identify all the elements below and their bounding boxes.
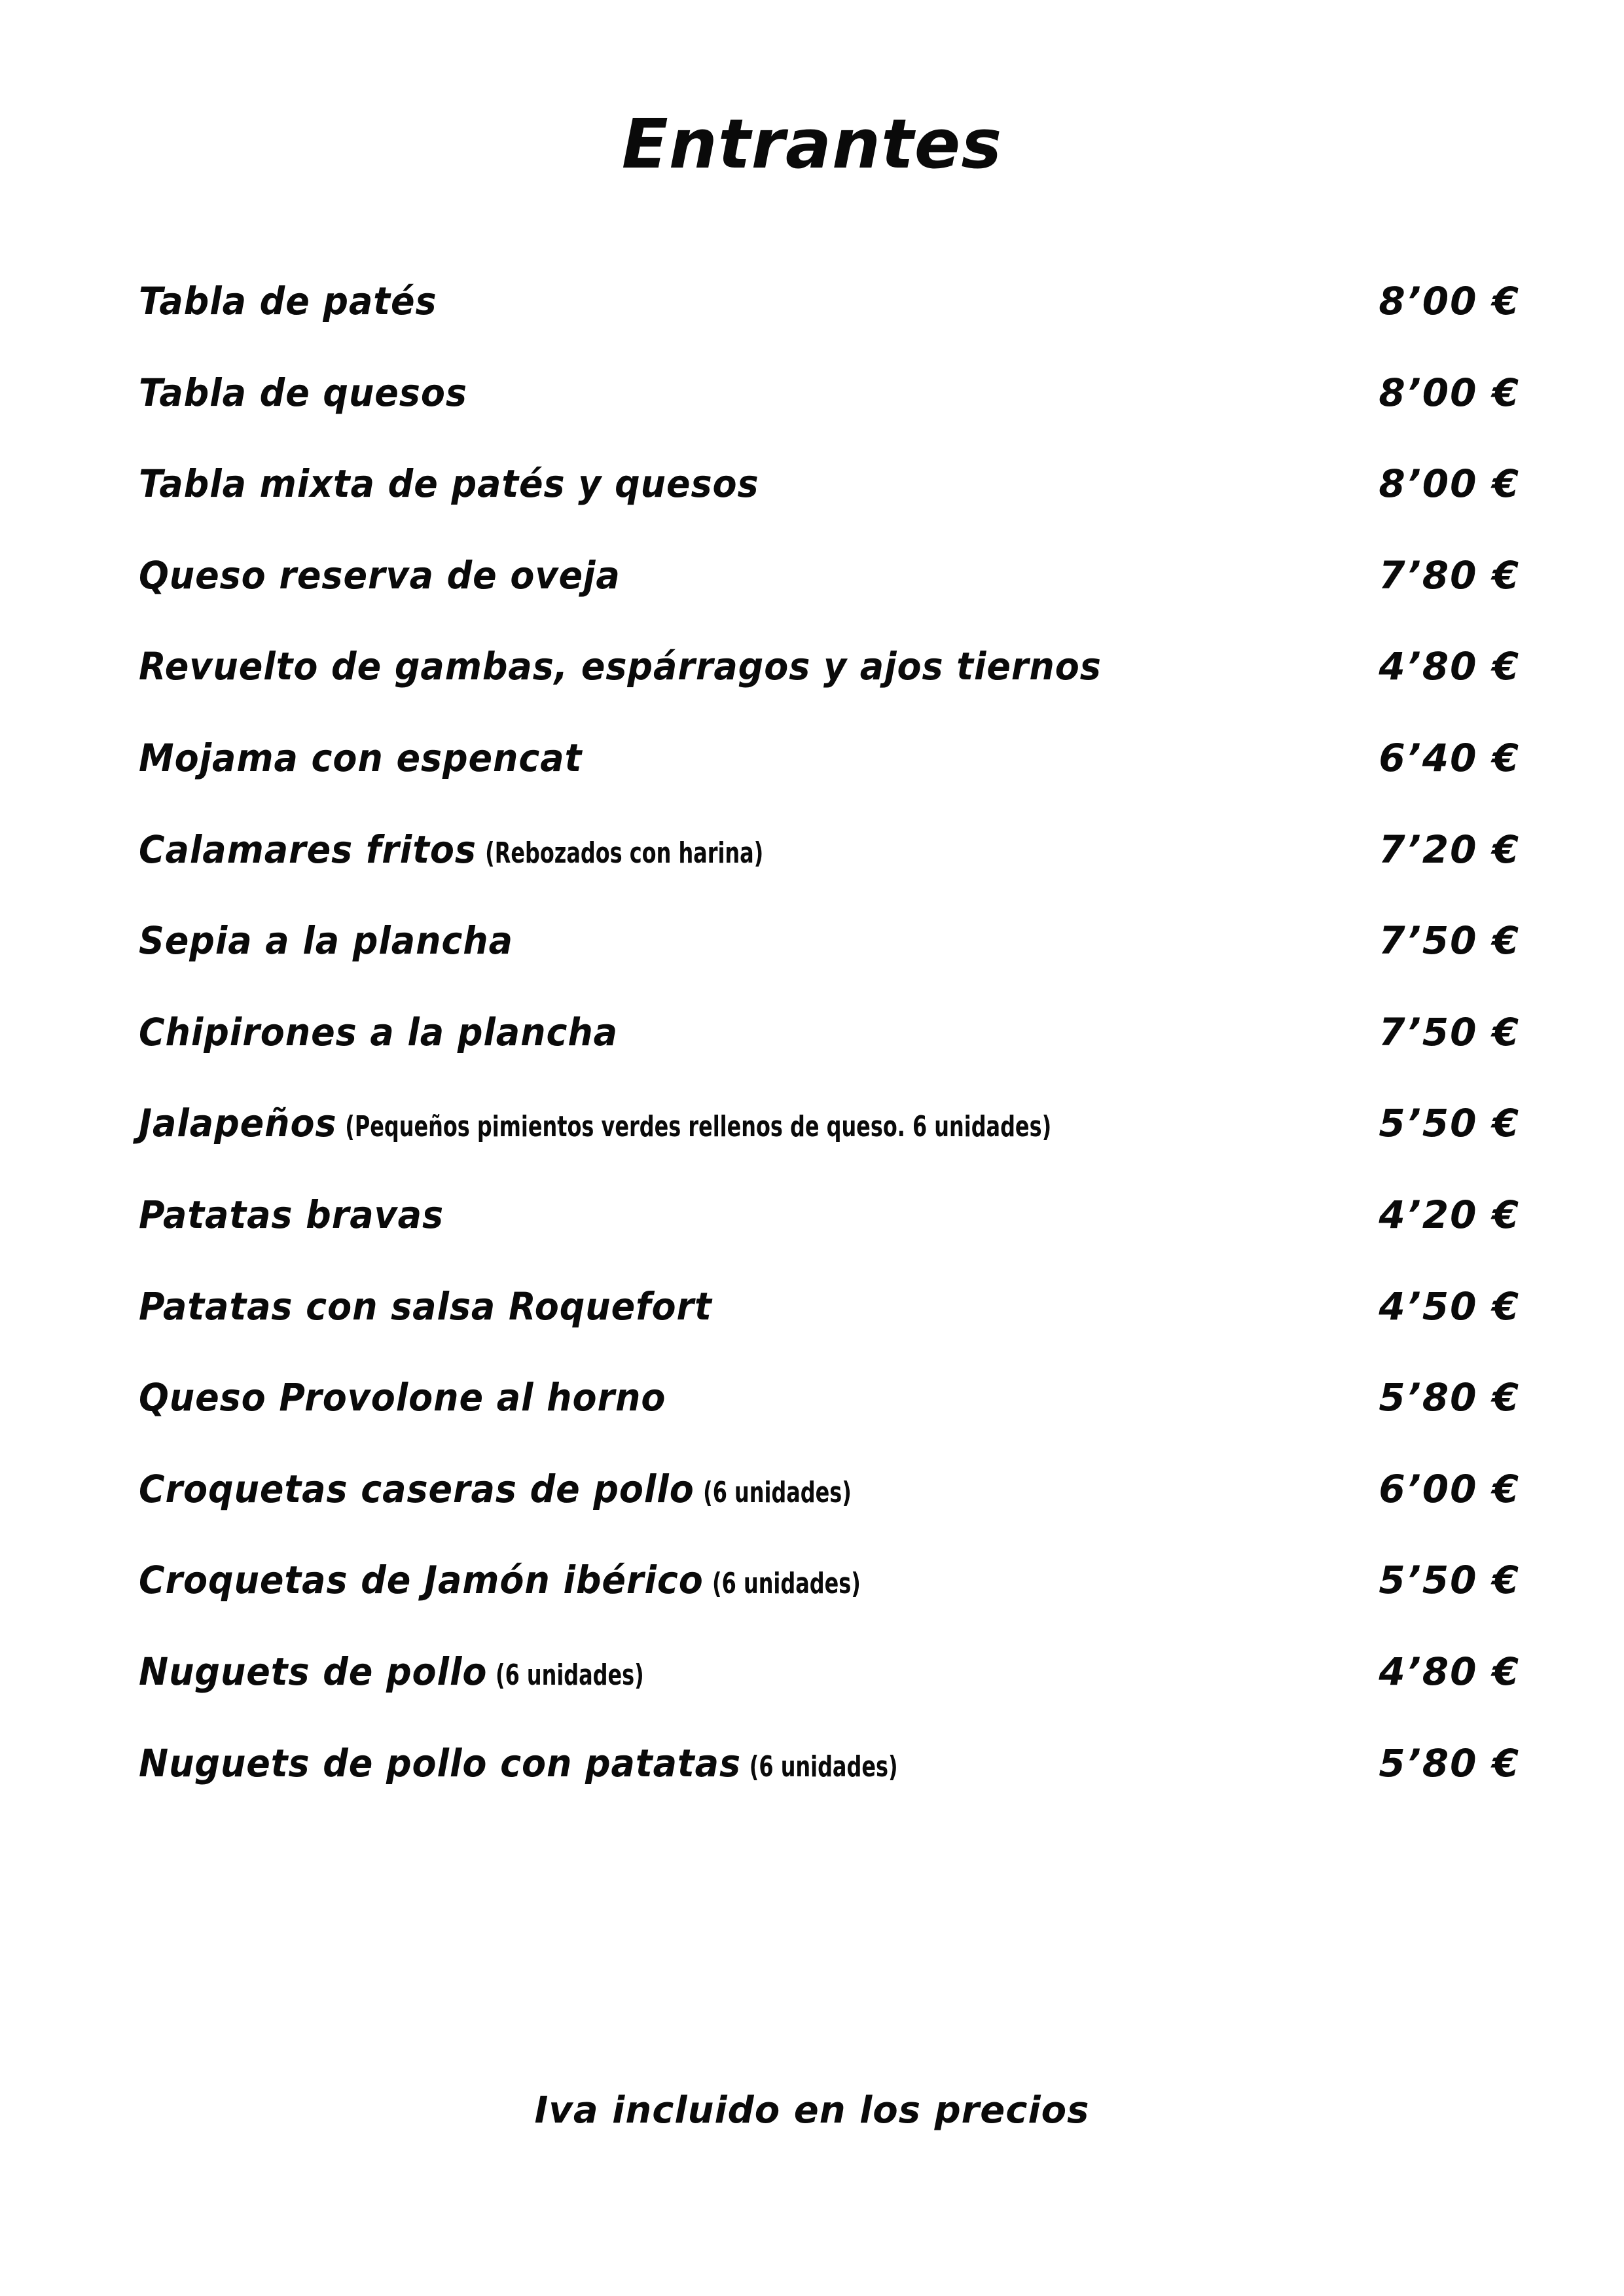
item-name-text: Nuguets de pollo (139, 1649, 488, 1694)
menu-item-price: 7’80 € (1379, 552, 1520, 598)
menu-item-name (139, 357, 467, 429)
menu-item (139, 722, 1520, 814)
item-name-text: Jalapeños (139, 1101, 337, 1146)
menu-item (139, 1636, 1520, 1727)
menu-item-note: (6 unidades) (712, 1567, 861, 1601)
menu-item-name (139, 1087, 1251, 1163)
menu-item-price: 7’50 € (1379, 1009, 1520, 1054)
menu-item-name (139, 1453, 893, 1529)
page-title: Entrantes (621, 104, 1003, 184)
menu-item-name (139, 539, 621, 611)
menu-item-price: 8’00 € (1379, 370, 1520, 415)
menu-list (139, 265, 1520, 1818)
menu-item (139, 1544, 1520, 1636)
item-name-text: Mojama con espencat (139, 735, 583, 780)
tax-note: Iva incluido en los precios (534, 2089, 1090, 2132)
menu-item-name (139, 1544, 903, 1620)
menu-item-note: (6 unidades) (496, 1658, 645, 1692)
menu-item-name (139, 814, 842, 889)
menu-item-price: 6’40 € (1379, 735, 1520, 780)
menu-item-price: 4’50 € (1379, 1283, 1520, 1329)
menu-item-name (139, 448, 759, 520)
item-name-text: Tabla de quesos (139, 370, 467, 415)
menu-item (139, 996, 1520, 1088)
item-name-text: Calamares fritos (139, 827, 477, 872)
menu-item (139, 1179, 1520, 1270)
item-name-text: Revuelto de gambas, espárragos y ajos tiernos (139, 644, 1102, 689)
item-name-text: Tabla mixta de patés y quesos (139, 461, 759, 507)
menu-item-price: 6’00 € (1379, 1466, 1520, 1511)
item-name-text: Queso Provolone al horno (139, 1375, 666, 1420)
menu-item-price: 5’80 € (1379, 1740, 1520, 1785)
menu-item (139, 630, 1520, 722)
menu-item-note: (Pequeños pimientos verdes rellenos de queso. 6 unidades) (345, 1110, 1052, 1144)
menu-item (139, 1361, 1520, 1453)
menu-item (139, 1727, 1520, 1819)
menu-item-name (139, 1179, 444, 1251)
menu-item-note: (6 unidades) (749, 1749, 898, 1784)
menu-item-price: 5’50 € (1379, 1101, 1520, 1146)
menu-item-price: 5’50 € (1379, 1558, 1520, 1603)
menu-item-name (139, 265, 437, 337)
menu-item-price: 4’20 € (1379, 1192, 1520, 1237)
item-name-text: Patatas con salsa Roquefort (139, 1283, 712, 1329)
menu-item (139, 357, 1520, 448)
menu-item-price: 8’00 € (1379, 461, 1520, 507)
item-name-text: Chipirones a la plancha (139, 1009, 619, 1054)
menu-item-price: 5’80 € (1379, 1375, 1520, 1420)
item-name-text: Patatas bravas (139, 1192, 444, 1237)
item-name-text: Sepia a la plancha (139, 918, 513, 963)
menu-item-name (139, 1361, 666, 1433)
item-name-text: Queso reserva de oveja (139, 552, 621, 598)
item-name-text: Croquetas de Jamón ibérico (139, 1558, 704, 1603)
menu-item-name (139, 630, 1102, 702)
menu-item (139, 1270, 1520, 1362)
menu-item-name (139, 1727, 940, 1803)
menu-item (139, 905, 1520, 996)
menu-item-price: 8’00 € (1379, 279, 1520, 323)
item-name-text: Nuguets de pollo con patatas (139, 1740, 742, 1785)
menu-item (139, 1087, 1520, 1179)
menu-item (139, 265, 1520, 357)
item-name-text: Croquetas caseras de pollo (139, 1466, 695, 1511)
menu-item (139, 814, 1520, 905)
menu-item (139, 539, 1520, 631)
menu-item-name (139, 722, 582, 794)
item-name-text: Tabla de patés (139, 279, 437, 323)
menu-item-name (139, 1270, 712, 1342)
menu-item-price: 4’80 € (1379, 1649, 1520, 1694)
menu-item-name (139, 1636, 686, 1712)
menu-item-price: 4’80 € (1379, 644, 1520, 689)
menu-item-price: 7’20 € (1379, 827, 1520, 872)
menu-item-note: (6 unidades) (702, 1475, 852, 1509)
menu-item (139, 448, 1520, 539)
menu-item-price: 7’50 € (1379, 918, 1520, 963)
menu-item-note: (Rebozados con harina) (484, 836, 764, 870)
menu-item (139, 1453, 1520, 1545)
menu-item-name (139, 996, 618, 1068)
menu-item-name (139, 905, 513, 977)
